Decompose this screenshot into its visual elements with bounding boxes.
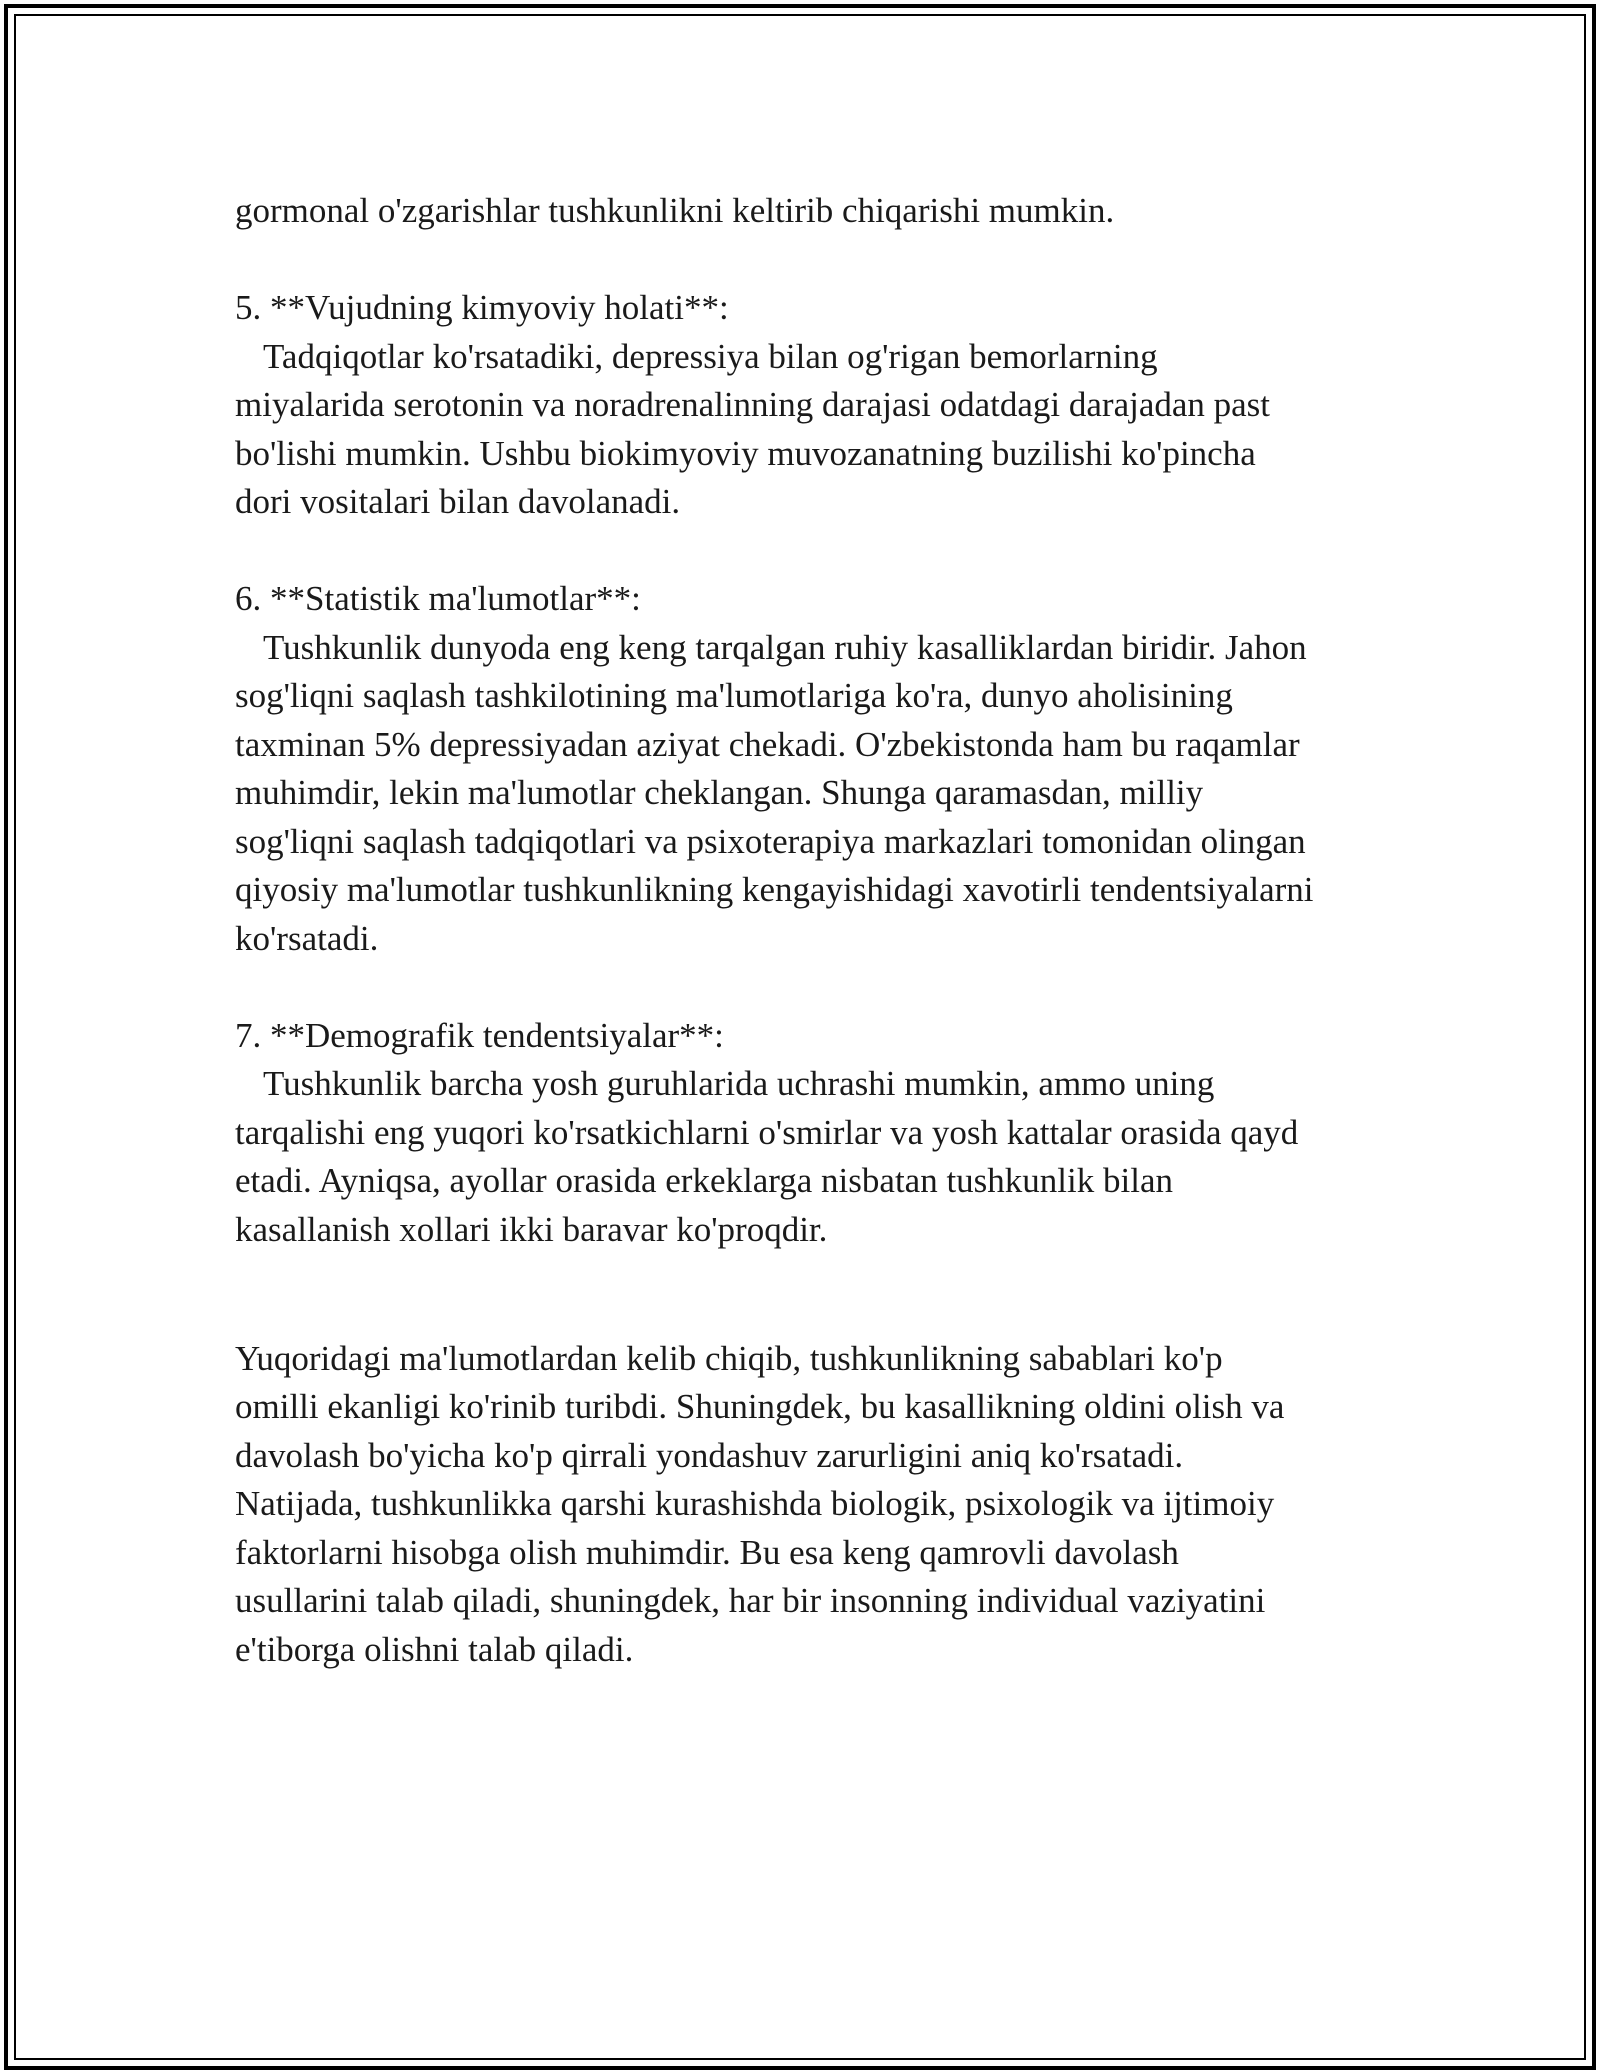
section-5 (235, 284, 1385, 527)
conclusion-line: Yuqoridagi ma'lumotlardan kelib chiqib, tushkunlikning sabablari ko'p (235, 1338, 1223, 1378)
conclusion-line: Natijada, tushkunlikka qarshi kurashishda biologik, psixologik va ijtimoiy (235, 1484, 1275, 1523)
conclusion-line: davolash bo'yicha ko'p qirrali yondashuv zarurligini aniq ko'rsatadi. (235, 1435, 1184, 1475)
paragraph-gap (235, 1254, 1385, 1303)
section-line: taxminan 5% depressiyadan aziyat chekadi. O'zbekistonda ham bu raqamlar (235, 724, 1300, 764)
paragraph-gap (235, 236, 1385, 285)
section-line: kasallanish xollari ikki baravar ko'proqdir. (235, 1209, 828, 1249)
section-line: etadi. Ayniqsa, ayollar orasida erkeklarga nisbatan tushkunlik bilan (235, 1161, 1173, 1200)
opening-line: gormonal o'zgarishlar tushkunlikni keltirib chiqarishi mumkin. (235, 191, 1115, 230)
conclusion-line: usullarini talab qiladi, shuningdek, har bir insonning individual vaziyatini (235, 1581, 1266, 1620)
section-heading: 5. **Vujudning kimyoviy holati**: (235, 288, 729, 327)
paragraph-gap (235, 1303, 1385, 1335)
conclusion-line: omilli ekanligi ko'rinib turibdi. Shuningdek, bu kasallikning oldini olish va (235, 1387, 1285, 1426)
section-line: sog'liqni saqlash tashkilotining ma'lumotlariga ko'ra, dunyo aholisining (235, 676, 1233, 715)
conclusion-line: faktorlarni hisobga olish muhimdir. Bu esa keng qamrovli davolash (235, 1532, 1179, 1572)
section-heading: 6. **Statistik ma'lumotlar**: (235, 579, 641, 618)
paragraph-gap (235, 527, 1385, 576)
section-line: miyalarida serotonin va noradrenalinning darajasi odatdagi darajadan past (235, 385, 1271, 424)
section-line: sog'liqni saqlash tadqiqotlari va psixoterapiya markazlari tomonidan olingan (235, 821, 1306, 861)
section-line: dori vositalari bilan davolanadi. (235, 482, 681, 521)
conclusion-line: e'tiborga olishni talab qiladi. (235, 1629, 634, 1669)
section-line: bo'lishi mumkin. Ushbu biokimyoviy muvozanatning buzilishi ko'pincha (235, 433, 1256, 473)
section-line: Tushkunlik dunyoda eng keng tarqalgan ruhiy kasalliklardan biridir. Jahon (263, 627, 1307, 667)
section-line: muhimdir, lekin ma'lumotlar cheklangan. Shunga qaramasdan, milliy (235, 773, 1204, 812)
section-line: ko'rsatadi. (235, 918, 379, 958)
document-body (235, 187, 1385, 1674)
section-heading: 7. **Demografik tendentsiyalar**: (235, 1015, 724, 1055)
section-6 (235, 575, 1385, 963)
section-line: tarqalishi eng yuqori ko'rsatkichlarni o'smirlar va yosh kattalar orasida qayd (235, 1112, 1299, 1152)
section-7 (235, 1012, 1385, 1255)
section-line: Tushkunlik barcha yosh guruhlarida uchrashi mumkin, ammo uning (263, 1064, 1215, 1103)
section-line: qiyosiy ma'lumotlar tushkunlikning kengayishidagi xavotirli tendentsiyalarni (235, 870, 1314, 909)
section-line: Tadqiqotlar ko'rsatadiki, depressiya bilan og'rigan bemorlarning (263, 336, 1158, 376)
conclusion-paragraph (235, 1335, 1385, 1675)
paragraph-gap (235, 963, 1385, 1012)
